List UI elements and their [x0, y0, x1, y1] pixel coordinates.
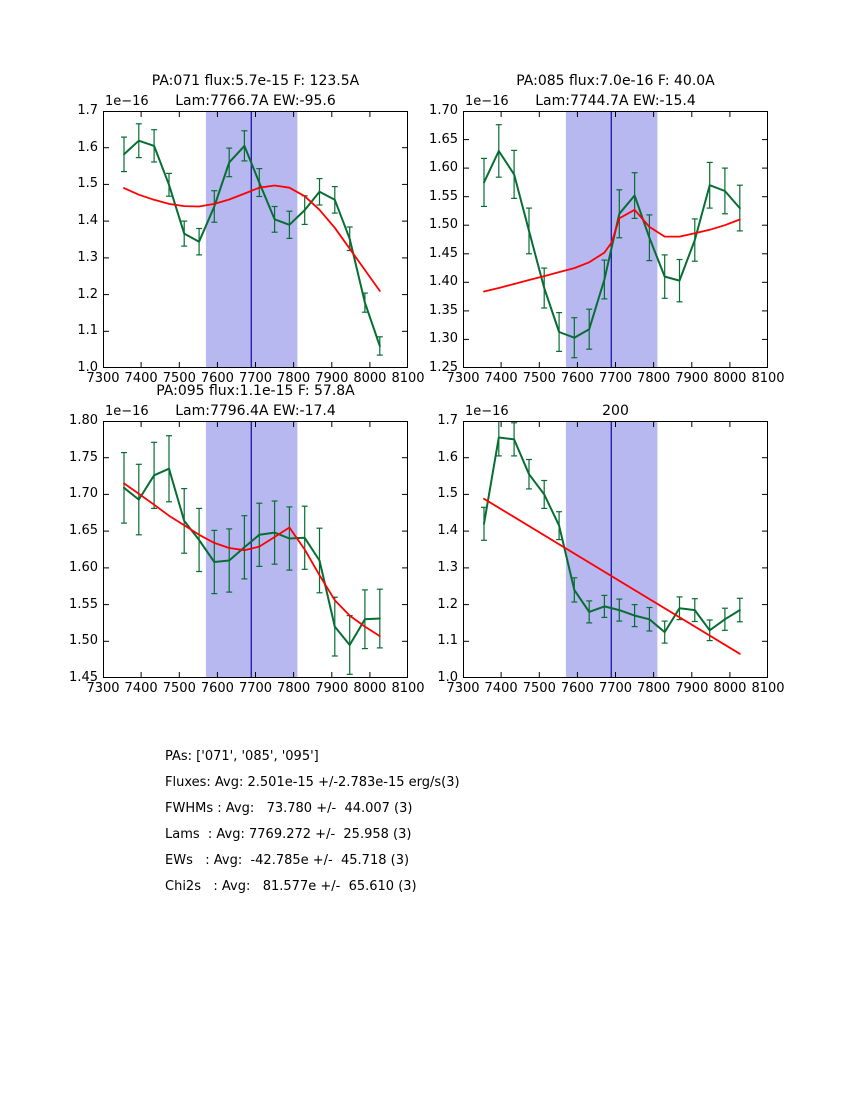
- x-tick-label: 7700: [238, 371, 273, 386]
- y-axis-offset-label: 1e−16: [105, 94, 149, 109]
- x-tick-label: 7600: [560, 681, 594, 696]
- subplot-pa085: [429, 73, 785, 386]
- summary-fwhms: FWHMs : Avg: 73.780 +/- 44.007 (3): [165, 801, 413, 816]
- x-tick-label: 8100: [391, 681, 425, 696]
- x-tick-label: 7300: [446, 371, 480, 386]
- y-tick-label: 1.50: [429, 217, 458, 233]
- y-tick-label: 1.6: [77, 139, 98, 155]
- y-tick-label: 1.65: [429, 131, 458, 147]
- x-tick-label: 7300: [86, 681, 120, 696]
- y-axis-offset-label: 1e−16: [465, 94, 509, 109]
- y-tick-label: 1.75: [69, 449, 98, 465]
- summary-block: [165, 744, 460, 900]
- x-tick-label: 8100: [391, 371, 425, 386]
- subplot-title-line2: Lam:7766.7A EW:-95.6: [175, 93, 336, 109]
- x-tick-label: 7300: [446, 681, 480, 696]
- subplot-pa095: [69, 383, 425, 696]
- x-tick-label: 7400: [484, 681, 518, 696]
- subplot-title-line1: PA:085 flux:7.0e-16 F: 40.0A: [516, 73, 715, 89]
- summary-ews: EWs : Avg: -42.785e +/- 45.718 (3): [165, 853, 410, 868]
- x-tick-label: 7500: [522, 371, 556, 386]
- summary-fluxes: Fluxes: Avg: 2.501e-15 +/-2.783e-15 erg/s(3): [165, 775, 460, 790]
- y-tick-label: 1.50: [69, 633, 98, 649]
- subplot-title: [103, 71, 408, 111]
- plot-area: [103, 111, 408, 368]
- x-tick-label: 8000: [713, 371, 747, 386]
- x-tick-labels: [86, 681, 425, 697]
- x-tick-label: 7700: [598, 681, 633, 696]
- summary-lams: Lams : Avg: 7769.272 +/- 25.958 (3): [165, 827, 412, 842]
- y-tick-label: 1.7: [437, 413, 458, 428]
- y-tick-label: 1.2: [77, 286, 98, 302]
- x-tick-label: 7700: [238, 681, 273, 696]
- y-tick-label: 1.65: [69, 523, 98, 539]
- y-tick-label: 1.3: [437, 559, 458, 575]
- x-tick-label: 7600: [560, 371, 594, 386]
- x-tick-label: 8100: [751, 371, 785, 386]
- y-tick-label: 1.45: [69, 670, 98, 685]
- x-tick-label: 7500: [162, 371, 196, 386]
- y-tick-label: 1.35: [429, 302, 458, 318]
- x-tick-label: 8000: [713, 681, 747, 696]
- y-tick-label: 1.6: [437, 449, 458, 465]
- x-tick-label: 8100: [751, 681, 785, 696]
- y-tick-label: 1.7: [77, 103, 98, 118]
- y-tick-label: 1.5: [77, 176, 98, 192]
- y-tick-label: 1.55: [429, 188, 458, 204]
- y-tick-label: 1.3: [77, 249, 98, 265]
- y-tick-label: 1.80: [69, 413, 98, 428]
- y-tick-label: 1.25: [429, 360, 458, 375]
- x-tick-label: 7300: [86, 371, 120, 386]
- x-tick-label: 7800: [277, 681, 311, 696]
- x-tick-label: 7800: [637, 681, 671, 696]
- y-tick-labels: [397, 103, 458, 375]
- y-tick-label: 1.1: [437, 633, 458, 649]
- x-tick-label: 7700: [598, 371, 633, 386]
- y-tick-label: 1.4: [437, 523, 458, 539]
- subplot-title-line1: PA:095 flux:1.1e-15 F: 57.8A: [156, 383, 355, 399]
- plot-area: [463, 111, 768, 368]
- x-tick-label: 7900: [315, 681, 349, 696]
- y-tick-label: 1.45: [429, 245, 458, 261]
- y-tick-labels: [37, 413, 98, 685]
- x-tick-label: 8000: [353, 681, 387, 696]
- x-tick-label: 7500: [162, 681, 196, 696]
- x-tick-label: 7400: [124, 681, 158, 696]
- subplot-title: [463, 381, 768, 421]
- x-tick-label: 7900: [675, 681, 709, 696]
- x-tick-label: 7900: [315, 371, 349, 386]
- y-tick-label: 1.40: [429, 274, 458, 290]
- y-tick-label: 1.0: [437, 670, 458, 685]
- y-tick-label: 1.4: [77, 213, 98, 229]
- y-tick-labels: [397, 413, 458, 685]
- x-tick-labels: [446, 681, 785, 697]
- y-tick-label: 1.70: [69, 486, 98, 502]
- subplot-title-line2: 200: [602, 403, 629, 419]
- summary-pas: PAs: ['071', '085', '095']: [165, 749, 319, 764]
- x-tick-label: 7400: [124, 371, 158, 386]
- y-tick-label: 1.70: [429, 103, 458, 118]
- subplot-title: [103, 381, 408, 421]
- x-tick-label: 7900: [675, 371, 709, 386]
- y-axis-offset-label: 1e−16: [465, 404, 509, 419]
- subplot-title: [463, 71, 768, 111]
- y-tick-label: 1.60: [429, 160, 458, 176]
- y-axis-offset-label: 1e−16: [105, 404, 149, 419]
- x-tick-label: 7500: [522, 681, 556, 696]
- subplot-title-line1: PA:071 flux:5.7e-15 F: 123.5A: [151, 73, 360, 89]
- x-tick-label: 7400: [484, 371, 518, 386]
- subplot-200: [437, 403, 785, 696]
- x-tick-label: 7800: [637, 371, 671, 386]
- x-tick-label: 7800: [277, 371, 311, 386]
- subplot-title-line2: Lam:7796.4A EW:-17.4: [175, 403, 336, 419]
- summary-chi2s: Chi2s : Avg: 81.577e +/- 65.610 (3): [165, 879, 417, 894]
- x-tick-label: 8000: [353, 371, 387, 386]
- subplot-title-line2: Lam:7744.7A EW:-15.4: [535, 93, 696, 109]
- y-tick-label: 1.2: [437, 596, 458, 612]
- y-tick-label: 1.55: [69, 596, 98, 612]
- subplot-pa071: [77, 73, 425, 386]
- y-tick-label: 1.1: [77, 323, 98, 339]
- y-tick-label: 1.60: [69, 559, 98, 575]
- y-tick-label: 1.0: [77, 360, 98, 375]
- subplot-title-line1: [463, 381, 768, 401]
- y-tick-label: 1.5: [437, 486, 458, 502]
- plot-area: [103, 421, 408, 678]
- y-tick-labels: [37, 103, 98, 375]
- plot-area: [463, 421, 768, 678]
- x-tick-label: 7600: [200, 681, 234, 696]
- y-tick-label: 1.30: [429, 331, 458, 347]
- x-tick-label: 7600: [200, 371, 234, 386]
